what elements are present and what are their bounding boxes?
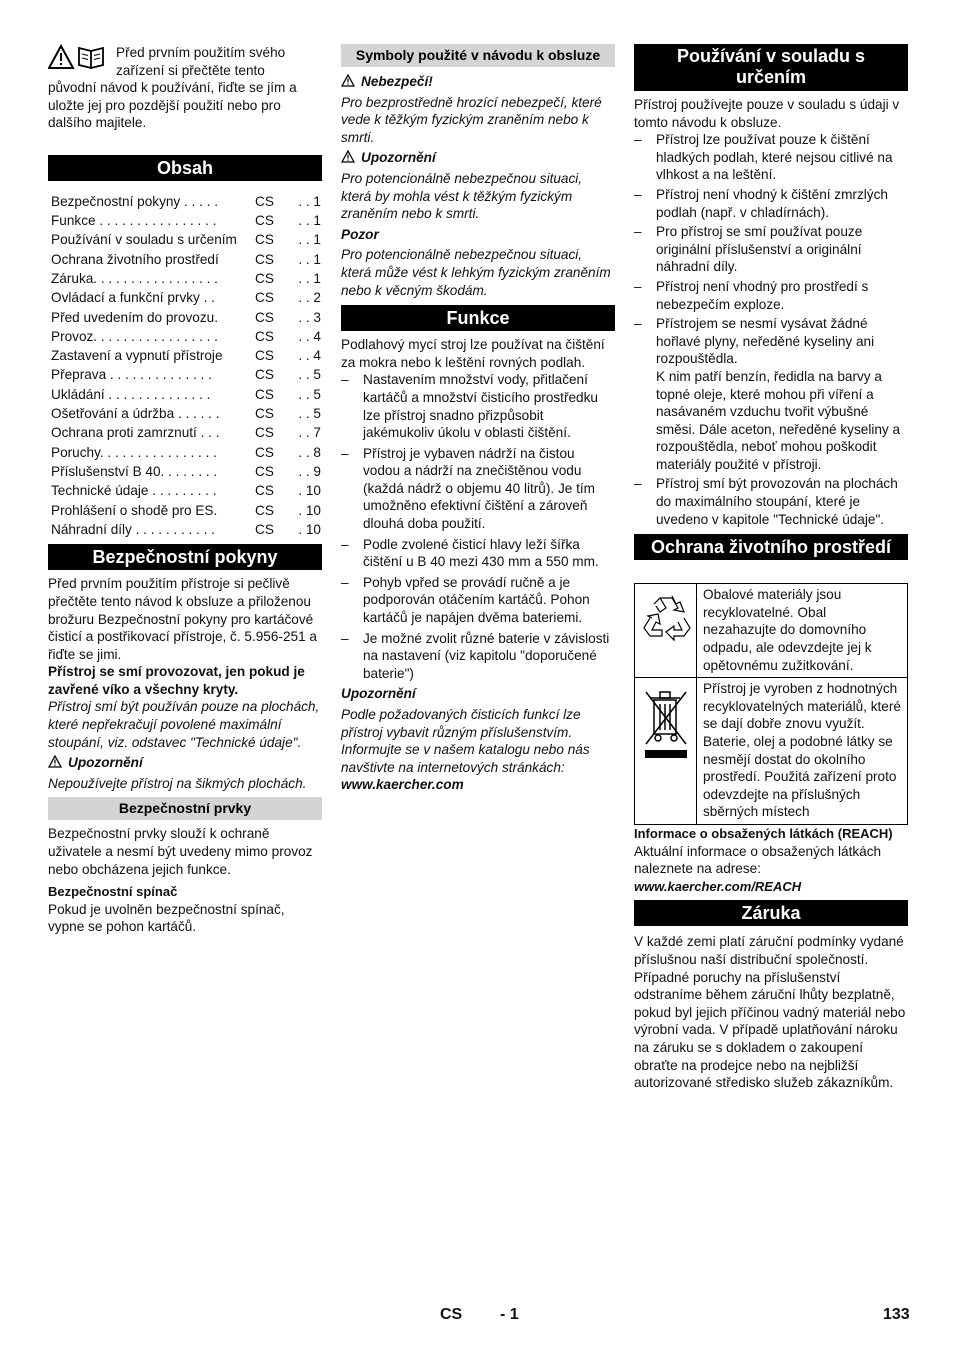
toc-title: Bezpečnostní pokyny . . . . . [51,193,218,209]
list-item: – Přístroj není vhodný pro prostředí s nebezpečím exploze. [634,278,908,313]
toc-page: . 10 [298,521,321,537]
toc-row [51,346,321,365]
toc-lang: CS [255,406,274,422]
caution-label: Pozor [341,226,379,242]
danger-label: Nebezpečí! [361,74,433,89]
toc-lang: CS [255,232,274,248]
toc-page: . . 1 [298,251,321,267]
toc-title: Provoz. . . . . . . . . . . . . . . . . [51,328,218,344]
env-table [634,583,908,825]
function-note-label: Upozornění [341,686,416,702]
list-item: – Přístroj není vhodný k čištění zmrzlých podlah (např. v chladírnách). [634,186,908,221]
toc-page: . . 1 [298,232,321,248]
reach-text: Aktuální informace o obsažených látkách naleznete na adrese: [634,843,882,877]
toc-title: Poruchy. . . . . . . . . . . . . . . . [51,444,217,460]
function-note-link[interactable]: www.kaercher.com [341,777,464,793]
toc-page: . . 7 [298,425,321,441]
function-intro: Podlahový mycí stroj lze používat na čištění za mokra nebo k leštění rovných podlah. [341,337,605,370]
toc-title: Ovládací a funkční prvky . . [51,290,215,306]
safety-text-1: Před prvním použitím přístroje si pečlivě přečtěte tento návod k obsluze a přiloženou brožuru Bezpečnostní pokyny pro kartáčové čisticí a postřikovací přístroje, č. 5.956-251 a řiďte se jimi. [48,576,317,662]
list-item: – Přístroj smí být provozován na plochách do maximálního stoupání, které je uvedeno v kapitole "Technické údaje". [634,475,908,528]
toc-page: . . 8 [298,444,321,460]
toc-row [51,424,321,443]
reach-link[interactable]: www.kaercher.com/REACH [634,878,802,894]
toc-title: Zastavení a vypnutí přístroje [51,348,223,364]
use-list [634,131,908,528]
safety-devices-heading: Bezpečnostní prvky [48,797,322,820]
weee-text: Přístroj je vyroben z hodnotných recyklovatelných materiálů, které se dají dobře znovu využít. Baterie, olej a podobné látky se nesmějí dostat do okolního prostředí. Použitá zařízení proto odevzdejte na příslušných sběrných místech [697,678,908,825]
recycle-icon [640,590,692,642]
warning-text: Pro potencionálně nebezpečnou situaci, která by mohla vést k těžkým fyzickým zraněním nebo k smrti. [341,170,583,222]
toc-title: Používání v souladu s určením [51,232,237,248]
function-heading: Funkce [341,305,615,331]
toc-lang: CS [255,386,274,402]
toc-page: . . 2 [298,290,321,306]
toc-lang: CS [255,193,274,209]
symbols-heading: Symboly použité v návodu k obsluze [341,44,615,67]
toc-lang: CS [255,328,274,344]
toc-page: . . 4 [298,328,321,344]
safety-warning-label: Upozornění [68,755,143,771]
toc-page: . 10 [298,483,321,499]
footer-section: - 1 [500,1306,519,1323]
toc-page: . . 1 [298,193,321,209]
toc-row [51,231,321,250]
toc-row [51,288,321,307]
toc-lang: CS [255,463,274,479]
toc-page: . . 5 [298,386,321,402]
toc-row [51,308,321,327]
safety-devices-text: Bezpečnostní prvky slouží k ochraně uživatele a nesmí být uvedeny mimo provoz nebo obcházena jejich funkce. [48,826,313,877]
toc-row [51,520,321,539]
env-heading: Ochrana životního prostředí [634,534,908,560]
warning-manual-icon [48,44,110,70]
table-row [635,584,908,678]
warning-label: Upozornění [361,150,436,166]
safety-heading: Bezpečnostní pokyny [48,544,322,570]
toc-row [51,327,321,346]
warning-icon [48,755,62,768]
toc-title: Příslušenství B 40. . . . . . . . [51,463,218,479]
safety-switch-text: Pokud je uvolněn bezpečnostní spínač, vypne se pohon kartáčů. [48,901,285,935]
toc-title: Přeprava . . . . . . . . . . . . . . [51,367,212,383]
caution-text: Pro potencionálně nebezpečnou situaci, která může vést k lehkým fyzickým zraněním nebo k věcným škodám. [341,247,611,298]
list-item: – Je možné zvolit různé baterie v závislosti na nastavení (viz kapitolu "doporučené baterie") [341,630,615,683]
toc-lang: CS [255,521,274,537]
column-left [48,44,322,936]
toc-table [51,192,321,539]
function-list [341,371,615,682]
column-middle [341,44,615,794]
toc-row [51,385,321,404]
safety-switch-heading: Bezpečnostní spínač [48,884,178,900]
list-item: – Přístroj lze používat pouze k čištění hladkých podlah, které nejsou citlivé na vlhkost a na leštění. [634,131,908,184]
toc-lang: CS [255,425,274,441]
list-item [634,315,908,473]
toc-title: Před uvedením do provozu. [51,309,219,325]
danger-text: Pro bezprostředně hrozící nebezpečí, které vede k těžkým fyzickým zraněním nebo k smrti. [341,94,602,145]
use-intro: Přístroj používejte pouze v souladu s údaji v tomto návodu k obsluze. [634,97,900,130]
toc-lang: CS [255,348,274,364]
toc-page: . 10 [298,502,321,518]
toc-row [51,443,321,462]
function-note-text: Podle požadovaných čisticích funkcí lze přístroj vybavit různým příslušenstvím. Informujte se v našem katalogu nebo nás navštivte na internetových stránkách: [341,707,590,775]
use-extra-text: K nim patří benzín, ředidla na barvy a topné oleje, které mohou při víření a nasávaném vzduchu tvořit výbušné směsi. Dále aceton, neředěné kyseliny a rozpouštědla, neboť mohou poškodit materiály použité v přístroji. [656,368,901,472]
toc-row [51,250,321,269]
toc-title: Ošetřování a údržba . . . . . . [51,406,220,422]
toc-lang: CS [255,251,274,267]
toc-title: Funkce . . . . . . . . . . . . . . . . [51,213,217,229]
toc-lang: CS [255,483,274,499]
toc-page: . . 5 [298,406,321,422]
toc-row [51,269,321,288]
toc-title: Záruka. . . . . . . . . . . . . . . . . [51,271,218,286]
toc-row [51,404,321,423]
table-row [635,678,908,825]
intro-block [48,44,322,132]
toc-heading: Obsah [48,155,322,181]
toc-lang: CS [255,213,274,229]
list-item: – Podle zvolené čisticí hlavy leží šířka čištění u B 40 mezi 430 mm a 550 mm. [341,536,615,571]
list-item: – Přístroj je vybaven nádrží na čistou vodou a nádrží na znečištěnou vodu (každá nádrž o objemu 40 litrů). Je tím umožněno efektivní čištění a zároveň dlouhá doba použití. [341,445,615,533]
warning-icon [341,150,355,163]
toc-lang: CS [255,502,274,518]
toc-title: Technické údaje . . . . . . . . . [51,483,217,499]
toc-page: . . 5 [298,367,321,383]
crossed-bin-icon [640,684,692,760]
toc-row [51,481,321,500]
toc-page: . . 9 [298,463,321,479]
toc-row [51,192,321,211]
toc-row [51,211,321,230]
safety-text-2: Přístroj se smí provozovat, jen pokud je zavřené víko a všechny kryty. [48,664,305,697]
toc-row [51,501,321,520]
toc-lang: CS [255,444,274,460]
footer-lang: CS [440,1306,463,1323]
toc-title: Prohlášení o shodě pro ES. [51,502,218,518]
toc-page: . . 1 [298,213,321,229]
warning-icon [341,74,355,87]
toc-page: . . 1 [298,271,321,286]
list-item: – Pohyb vpřed se provádí ručně a je podporován otáčením kartáčů. Pohon kartáčů je napájen dvěma bateriemi. [341,574,615,627]
toc-lang: CS [255,271,274,286]
footer-page-number: 133 [883,1306,910,1323]
use-item-text: Přístrojem se nesmí vysávat žádné hořlavé plyny, neředěné kyseliny ani rozpouštědla. [656,316,875,367]
toc-row [51,462,321,481]
recycle-text: Obalové materiály jsou recyklovatelné. Obal nezahazujte do domovního odpadu, ale odevzdejte jej k opětovnému zužitkování. [697,584,908,678]
reach-heading: Informace o obsažených látkách (REACH) [634,825,893,841]
safety-text-3: Přístroj smí být používán pouze na plochách, které nepřekračují povolené maximální stoupání, viz. odstavec "Technické údaje". [48,699,320,750]
list-item: – Pro přístroj se smí používat pouze originální příslušenství a originální náhradní díly. [634,223,908,276]
toc-row [51,366,321,385]
column-right [634,44,908,1092]
toc-title: Ukládání . . . . . . . . . . . . . . [51,386,211,402]
toc-lang: CS [255,367,274,383]
toc-page: . . 3 [298,309,321,325]
toc-page: . . 4 [298,348,321,364]
safety-warning-text: Nepoužívejte přístroj na šikmých plochách. [48,775,307,791]
use-heading: Používání v souladu s určením [634,44,908,91]
warranty-heading: Záruka [634,900,908,926]
toc-title: Ochrana životního prostředí [51,251,219,267]
list-item: – Nastavením množství vody, přitlačení kartáčů a množství čisticího prostředku lze přístroj snadno přizpůsobit jakémukoliv úkolu v oblasti čištění. [341,371,615,441]
toc-lang: CS [255,290,274,306]
intro-text: Před prvním použitím svého zařízení si přečtěte tento původní návod k používání, řiďte se jím a uložte jej pro pozdější použití nebo pro dalšího majitele. [48,45,297,131]
warranty-text: V každé zemi platí záruční podmínky vydané příslušnou naší distribuční společností. Případné poruchy na příslušenství odstraníme během záruční lhůty bezplatně, pokud byl jejich příčinou vadný materiál nebo výrobní vada. V případě uplatňování nároku na záruku se s dokladem o zakoupení obraťte na prodejce nebo na nejbližší autorizované středisko služeb zákazníkům. [634,934,906,1091]
toc-lang: CS [255,309,274,325]
toc-title: Ochrana proti zamrznutí . . . [51,425,220,441]
toc-title: Náhradní díly . . . . . . . . . . . [51,521,215,537]
